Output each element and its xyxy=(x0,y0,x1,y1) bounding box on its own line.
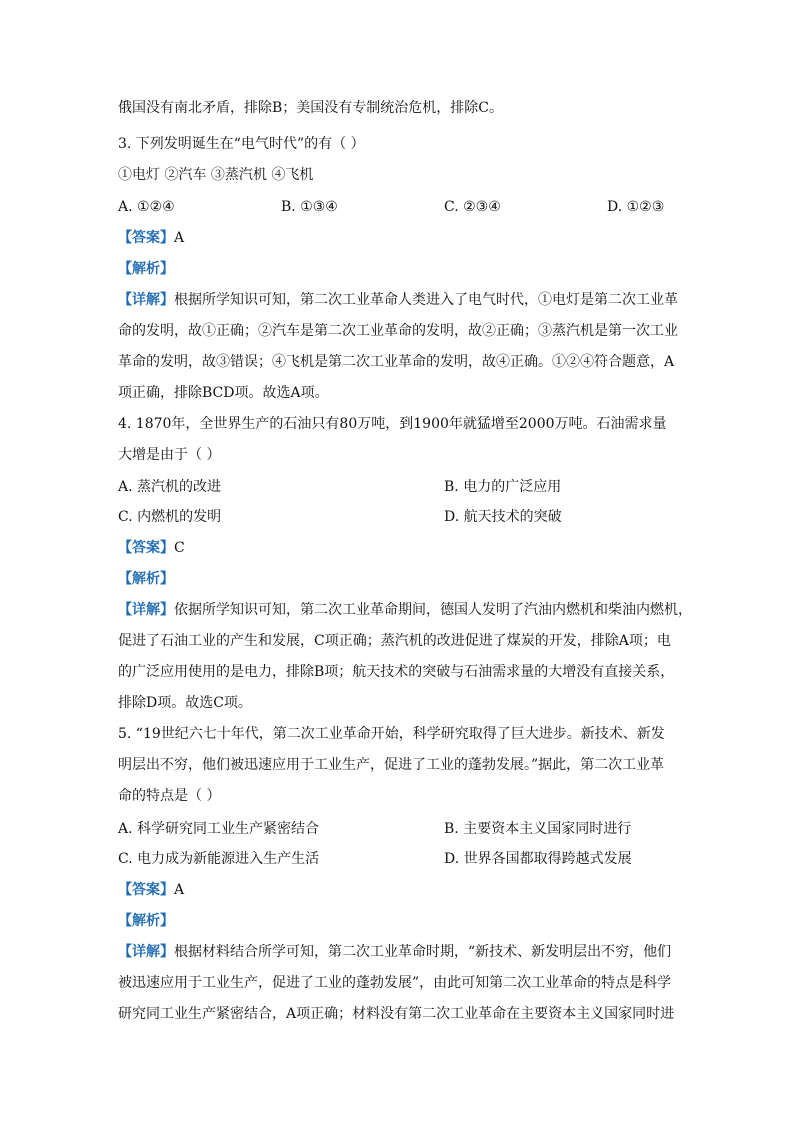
answer-line xyxy=(118,880,678,900)
option-a: A. 蒸汽机的改进 xyxy=(118,479,222,495)
detail-line: 研究同工业生产紧密结合，A项正确；材料没有第二次工业革命在主要资本主义国家同时进 xyxy=(118,1006,675,1022)
answer-value: A xyxy=(174,882,185,898)
option-c: C. 内燃机的发明 xyxy=(118,509,222,525)
option-d: D. 世界各国都取得跨越式发展 xyxy=(444,851,632,867)
answer-tag: 【答案】 xyxy=(118,230,174,246)
analysis-line xyxy=(118,911,678,931)
question-3-options xyxy=(118,197,678,217)
detail-line: 的广泛应用使用的是电力，排除B项；航天技术的突破与石油需求量的大增没有直接关系， xyxy=(118,664,675,680)
question-4-stem: 4. 1870年，全世界生产的石油只有80万吨，到1900年就猛增至2000万吨。石油需求量 xyxy=(118,416,667,432)
question-3-items: ①电灯 ②汽车 ③蒸汽机 ④飞机 xyxy=(118,167,314,183)
question-5-options xyxy=(118,849,678,869)
option-d: D. 航天技术的突破 xyxy=(444,509,562,525)
answer-line xyxy=(118,228,678,248)
option-b: B. 电力的广泛应用 xyxy=(444,479,562,495)
detail-line xyxy=(118,600,692,620)
detail-line xyxy=(118,290,678,310)
question-4-stem: 大增是由于（ ） xyxy=(118,447,221,463)
answer-value: C xyxy=(174,540,185,556)
detail-line: 项正确，排除BCD项。故选A项。 xyxy=(118,385,329,401)
option-b: B. 主要资本主义国家同时进行 xyxy=(444,821,632,837)
detail-line: 命的发明，故①正确；②汽车是第二次工业革命的发明，故②正确；③蒸汽机是第一次工业 xyxy=(118,323,678,339)
question-3-stem: 3. 下列发明诞生在“电气时代”的有（ ） xyxy=(118,136,365,152)
analysis-line xyxy=(118,569,678,589)
analysis-tag: 【解析】 xyxy=(118,261,174,277)
question-5-stem: 5. “19世纪六七十年代，第二次工业革命开始，科学研究取得了巨大进步。新技术、新发 xyxy=(118,726,665,742)
detail-text: 根据所学知识可知，第二次工业革命人类进入了电气时代，①电灯是第二次工业革 xyxy=(174,292,678,308)
question-5-stem: 明层出不穷，他们被迅速应用于工业生产，促进了工业的蓬勃发展。”据此，第二次工业革 xyxy=(118,757,665,773)
option-c: C. 电力成为新能源进入生产生活 xyxy=(118,851,320,867)
detail-text: 根据材料结合所学可知，第二次工业革命时期，“新技术、新发明层出不穷，他们 xyxy=(174,944,672,960)
detail-line: 革命的发明，故③错误；④飞机是第二次工业革命的发明，故④正确。①②④符合题意，A xyxy=(118,354,675,370)
question-5-stem: 命的特点是（ ） xyxy=(118,788,221,804)
text-line: 俄国没有南北矛盾，排除B；美国没有专制统治危机，排除C。 xyxy=(118,100,503,116)
question-4-options xyxy=(118,477,678,497)
question-5-options xyxy=(118,819,678,839)
option-d: D. ①②③ xyxy=(607,199,665,215)
option-a: A. 科学研究同工业生产紧密结合 xyxy=(118,821,320,837)
option-a: A. ①②④ xyxy=(118,199,175,215)
option-c: C. ②③④ xyxy=(444,199,501,215)
answer-value: A xyxy=(174,230,185,246)
question-4-options xyxy=(118,507,678,527)
detail-line: 被迅速应用于工业生产，促进了工业的蓬勃发展”，由此可知第二次工业革命的特点是科学 xyxy=(118,975,672,991)
answer-tag: 【答案】 xyxy=(118,540,174,556)
analysis-line xyxy=(118,259,678,279)
detail-tag: 【详解】 xyxy=(118,292,174,308)
detail-line xyxy=(118,942,678,962)
analysis-tag: 【解析】 xyxy=(118,571,174,587)
detail-text: 依据所学知识可知，第二次工业革命期间，德国人发明了汽油内燃机和柴油内燃机， xyxy=(174,602,692,618)
detail-tag: 【详解】 xyxy=(118,944,174,960)
detail-line: 促进了石油工业的产生和发展，C项正确；蒸汽机的改进促进了煤炭的开发，排除A项；电 xyxy=(118,633,671,649)
option-b: B. ①③④ xyxy=(281,199,338,215)
answer-line xyxy=(118,538,678,558)
analysis-tag: 【解析】 xyxy=(118,913,174,929)
answer-tag: 【答案】 xyxy=(118,882,174,898)
detail-tag: 【详解】 xyxy=(118,602,174,618)
detail-line: 排除D项。故选C项。 xyxy=(118,695,252,711)
